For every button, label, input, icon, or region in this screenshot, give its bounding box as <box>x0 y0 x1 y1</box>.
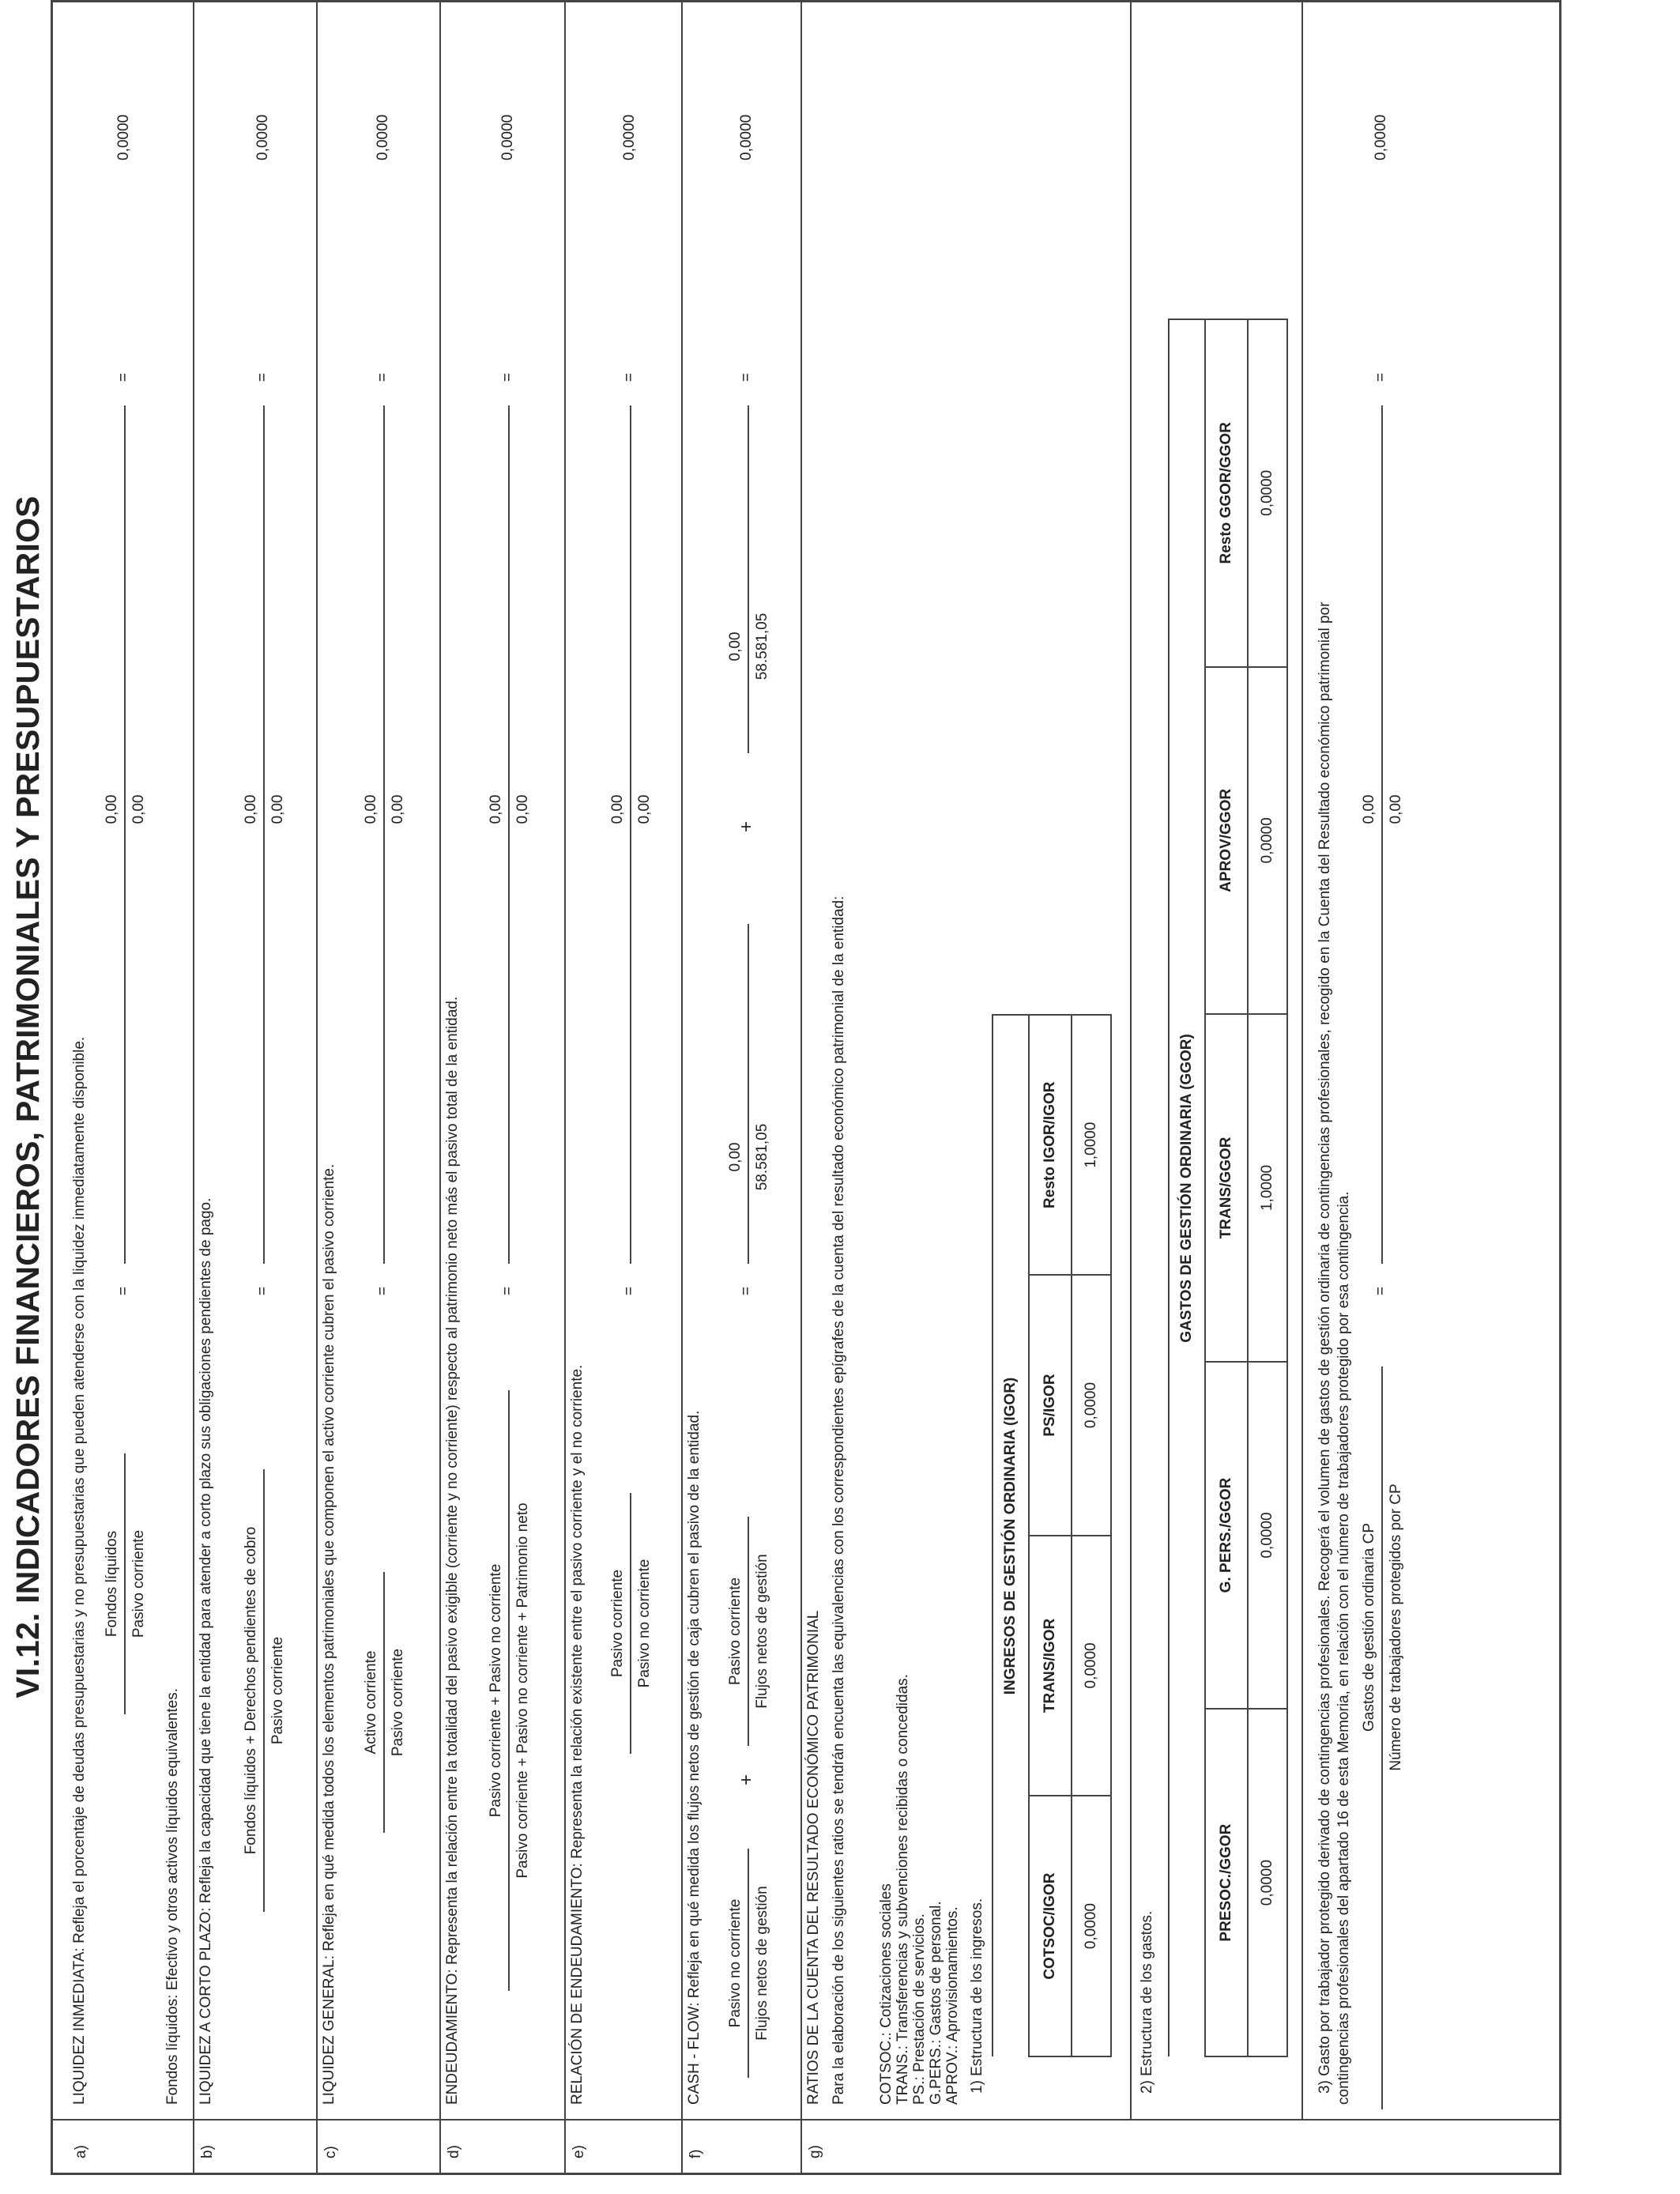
section-c-denominator-value: 0,00 <box>390 794 406 824</box>
divider-d-e <box>564 2 566 2173</box>
legend-item: G.PERS.: Gastos de personal. <box>928 1901 944 2105</box>
gastos-value-trans: 1,0000 <box>1248 1014 1287 1362</box>
gastos-header-resto: Resto GGOR/GGOR <box>1205 319 1248 667</box>
section-f-numerator2-label: Pasivo corriente <box>727 1577 744 1686</box>
section-e-value-bar <box>630 405 631 1264</box>
section-a-numerator-label: Fondos líquidos <box>104 1530 120 1638</box>
cp-denominator-value: 0,00 <box>1388 794 1404 824</box>
section-b-numerator-value: 0,00 <box>243 794 259 824</box>
section-a-result-equals: = <box>115 372 132 382</box>
divider-e-f <box>681 2 683 2173</box>
section-a-fraction-bar <box>124 1453 126 1714</box>
section-f-denominator1-label: Flujos netos de gestión <box>754 1886 770 2041</box>
section-f-plus-value: + <box>736 820 757 832</box>
section-f-fraction1-bar <box>748 1849 749 2078</box>
section-b-heading: LIQUIDEZ A CORTO PLAZO: Refleja la capacidad que tiene la entidad para atender a corto plazo sus obligaciones pendientes de pago. <box>198 1197 214 2105</box>
ingresos-table <box>992 1014 1112 2057</box>
cp-result-equals: = <box>1373 372 1389 382</box>
section-d-equals: = <box>499 1286 516 1295</box>
section-f-result-equals: = <box>738 372 755 382</box>
section-f-numerator2-value: 0,00 <box>727 631 744 662</box>
legend-item: TRANS.: Transferencias y subvenciones recibidas o concedidas. <box>895 1674 911 2105</box>
section-d-numerator-label: Pasivo corriente + Pasivo no corriente <box>488 1563 504 1818</box>
divider-f-g <box>800 2 802 2173</box>
cp-fraction-bar <box>1381 1367 1383 2109</box>
ingresos-header-cotsoc: COTSOC/IGOR <box>1029 1796 1072 2056</box>
section-a-heading: LIQUIDEZ INMEDIATA: Refleja el porcentaje de deudas presupuestarias y no presupuestarias que pueden atenderse con la liquidez inmediatamente disponible. <box>71 1036 88 2105</box>
section-f-letter: f) <box>687 2149 704 2158</box>
section-f-numerator1-label: Pasivo no corriente <box>727 1898 744 2028</box>
section-d-denominator-value: 0,00 <box>514 794 531 824</box>
ingresos-structure-label: 1) Estructura de los ingresos. <box>969 1898 985 2094</box>
section-c-heading: LIQUIDEZ GENERAL: Refleja en qué medida todos los elementos patrimoniales que componen el activo corriente cubren el pasivo corriente. <box>321 1163 337 2105</box>
section-c-denominator-label: Pasivo corriente <box>390 1648 406 1757</box>
gastos-value-presoc: 0,0000 <box>1248 1709 1287 2056</box>
section-f-value2-bar <box>748 405 749 753</box>
section-b-denominator-value: 0,00 <box>269 794 286 824</box>
section-c-result: 0,0000 <box>375 114 391 160</box>
section-e-equals: = <box>621 1286 638 1295</box>
section-b-equals: = <box>254 1286 271 1295</box>
cp-description-line2: contingencias profesionales del apartado 16 de esta Memoria, en relación con el número de trabajadores protegido por esa contingencia. <box>1335 1191 1352 2105</box>
section-c-numerator-label: Activo corriente <box>363 1650 379 1755</box>
section-f-equals: = <box>738 1286 755 1295</box>
gastos-value-resto: 0,0000 <box>1248 319 1287 667</box>
section-c-fraction-bar <box>383 1572 385 1833</box>
section-d-letter: d) <box>446 2145 462 2158</box>
section-d-result: 0,0000 <box>499 114 516 160</box>
gastos-header-trans: TRANS/GGOR <box>1205 1014 1248 1362</box>
section-f-fraction2-bar <box>748 1517 749 1746</box>
divider-b-c <box>316 2 318 2173</box>
section-c-letter: c) <box>322 2146 339 2158</box>
gastos-header-aprov: APROV/GGOR <box>1205 667 1248 1015</box>
section-f-denominator2-label: Flujos netos de gestión <box>754 1554 770 1709</box>
gastos-value-aprov: 0,0000 <box>1248 667 1287 1015</box>
section-e-numerator-value: 0,00 <box>609 794 626 824</box>
cp-description-line1: 3) Gasto por trabajador protegido derivado de contingencias profesionales. Recogerá el volumen de gastos de gestión ordinaria de contingencias profesionales, recogido en la Cuenta del Resultado económico patrimonial por <box>1317 601 1333 2094</box>
section-e-numerator-label: Pasivo corriente <box>609 1569 626 1678</box>
legend-item: PS.: Prestación de servicios. <box>911 1913 928 2105</box>
section-f-heading: CASH - FLOW: Refleja en qué medida los flujos netos de gestión de caja cubren el pasivo de la entidad. <box>686 1410 703 2105</box>
section-b-numerator-label: Fondos líquidos + Derechos pendientes de cobro <box>243 1526 259 1855</box>
gastos-table-title: GASTOS DE GESTIÓN ORDINARIA (GGOR) <box>1169 319 1205 2056</box>
section-b-result: 0,0000 <box>254 114 271 160</box>
section-b-value-bar <box>263 405 265 1264</box>
ingresos-value-cotsoc: 0,0000 <box>1072 1796 1111 2056</box>
ingresos-header-ps: PS/IGOR <box>1029 1275 1072 1535</box>
section-a-result: 0,0000 <box>115 114 132 160</box>
section-g-intro: Para la elaboración de los siguientes ratios se tendrán encuenta las equivalencias con los correspondientes epígrafes de la cuenta del resultado económico patrimonial de la entidad: <box>831 895 847 2105</box>
section-d-numerator-value: 0,00 <box>488 794 504 824</box>
section-d-value-bar <box>508 405 510 1264</box>
page-title: VI.12. INDICADORES FINANCIEROS, PATRIMONIALES Y PRESUPUESTARIOS <box>9 496 46 1698</box>
gastos-structure-label: 2) Estructura de los gastos. <box>1139 1910 1155 2094</box>
section-a-numerator-value: 0,00 <box>104 794 120 824</box>
ingresos-value-resto: 1,0000 <box>1072 1015 1111 1275</box>
section-g-heading: RATIOS DE LA CUENTA DEL RESULTADO ECONÓMICO PATRIMONIAL <box>805 1610 822 2105</box>
section-g-letter: g) <box>807 2145 823 2158</box>
letter-column-divider <box>53 2119 1559 2120</box>
ingresos-table-title: INGRESOS DE GESTIÓN ORDINARIA (IGOR) <box>993 1015 1029 2056</box>
ingresos-header-trans: TRANS/IGOR <box>1029 1536 1072 1796</box>
section-e-denominator-value: 0,00 <box>636 794 653 824</box>
cp-denominator-label: Número de trabajadores protegidos por CP <box>1388 1483 1404 1771</box>
section-f-numerator1-value: 0,00 <box>727 1142 744 1172</box>
section-f-denominator1-value: 58.581,05 <box>754 1123 770 1191</box>
ingresos-header-resto: Resto IGOR/IGOR <box>1029 1015 1072 1275</box>
ingresos-value-ps: 0,0000 <box>1072 1275 1111 1535</box>
section-e-result: 0,0000 <box>621 114 638 160</box>
section-a-note: Fondos líquidos: Efectivo y otros activos líquidos equivalentes. <box>164 1687 181 2105</box>
section-a-denominator-value: 0,00 <box>130 794 147 824</box>
section-a-denominator-label: Pasivo corriente <box>130 1529 147 1638</box>
legend-item: APROV.: Aprovisionamientos. <box>944 1906 961 2105</box>
section-c-result-equals: = <box>375 372 391 382</box>
section-e-heading: RELACIÓN DE ENDEUDAMIENTO: Representa la relación existente entre el pasivo corriente y el no corriente. <box>569 1364 586 2105</box>
cp-numerator-label: Gastos de gestión ordinaria CP <box>1361 1522 1377 1732</box>
gastos-table <box>1168 319 1288 2057</box>
section-b-letter: b) <box>199 2145 216 2158</box>
section-c-equals: = <box>375 1286 391 1295</box>
section-d-heading: ENDEUDAMIENTO: Representa la relación entre la totalidad del pasivo exigible (corriente y no corriente) respecto al patrimonio neto más el pasivo total de la entidad. <box>444 996 461 2105</box>
gastos-header-presoc: PRESOC./GGOR <box>1205 1709 1248 2056</box>
section-e-fraction-bar <box>630 1493 631 1754</box>
section-f-denominator2-value: 58.581,05 <box>754 613 770 680</box>
section-a-letter: a) <box>73 2145 89 2158</box>
ingresos-value-trans: 0,0000 <box>1072 1536 1111 1796</box>
section-a-value-bar <box>124 405 126 1264</box>
section-e-result-equals: = <box>621 372 638 382</box>
cp-equals: = <box>1373 1286 1389 1295</box>
section-b-result-equals: = <box>254 372 271 382</box>
section-e-denominator-label: Pasivo no corriente <box>636 1559 653 1688</box>
legend-item: COTSOC.: Cotizaciones sociales <box>878 1883 895 2105</box>
section-f-plus-label: + <box>736 1774 757 1785</box>
section-e-letter: e) <box>571 2145 587 2158</box>
cp-value-bar <box>1381 405 1383 1264</box>
gastos-value-gpers: 0,0000 <box>1248 1362 1287 1710</box>
divider-a-b <box>193 2 194 2173</box>
gastos-header-gpers: G. PERS./GGOR <box>1205 1362 1248 1710</box>
section-d-denominator-label: Pasivo corriente + Pasivo no corriente + Patrimonio neto <box>514 1502 531 1879</box>
section-f-value1-bar <box>748 924 749 1264</box>
cp-result: 0,0000 <box>1373 114 1389 160</box>
section-c-numerator-value: 0,00 <box>363 794 379 824</box>
divider-gastos-cp <box>1301 2 1303 2120</box>
divider-c-d <box>439 2 441 2173</box>
divider-ingresos-gastos <box>1130 2 1132 2120</box>
section-c-value-bar <box>383 405 385 1264</box>
indicators-frame <box>51 0 1561 2175</box>
section-d-fraction-bar <box>508 1390 510 1991</box>
section-a-equals: = <box>115 1286 132 1295</box>
section-f-result: 0,0000 <box>738 114 755 160</box>
section-b-fraction-bar <box>263 1469 265 1912</box>
section-b-denominator-label: Pasivo corriente <box>269 1636 286 1745</box>
section-d-result-equals: = <box>499 372 516 382</box>
cp-numerator-value: 0,00 <box>1361 794 1377 824</box>
